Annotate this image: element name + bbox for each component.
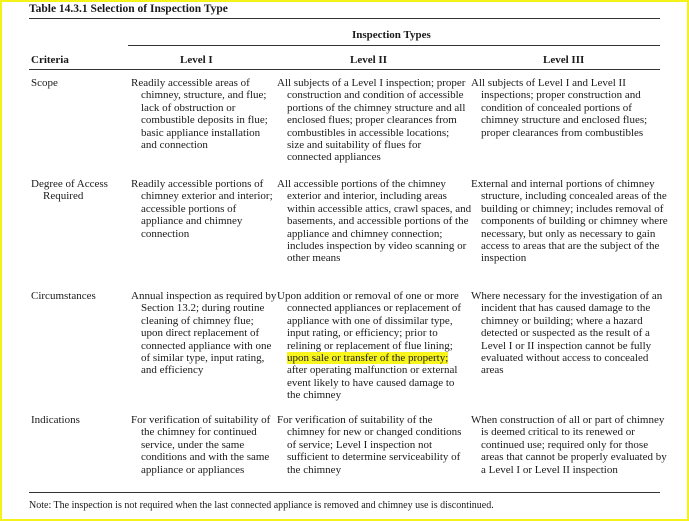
access-level-3: External and internal portions of chimney structure, including concealed areas of the building or chimney; includes removal of components of building or chimney where necessary, but only as necessary to gain access to areas that are the subject of the inspection	[471, 178, 668, 265]
inspection-types-header: Inspection Types	[352, 29, 431, 41]
highlighted-text: upon sale or transfer of the property;	[287, 352, 449, 365]
title-rule	[29, 18, 660, 19]
criteria-circumstances: Circumstances	[31, 290, 96, 302]
circumstances-level-1: Annual inspection as required by Section 13.2; during routine cleaning of chimney flue; upon direct replacement of connected appliance with one of similar type, input rating, and efficiency	[131, 290, 277, 377]
criteria-degree-of-access: Degree of Access Required	[31, 178, 108, 203]
criteria-header: Criteria	[31, 54, 69, 66]
criteria-indications: Indications	[31, 414, 80, 426]
circumstances-level-2-text-b: after operating malfunction or external event likely to have caused damage to the chimney	[287, 364, 458, 402]
indications-level-2: For verification of suitability of the chimney for new or changed conditions of service; Level I inspection not sufficient to determine serviceability of the chimney	[277, 414, 462, 476]
access-level-1: Readily accessible portions of chimney exterior and interior; accessible portions of appliance and chimney connection	[131, 178, 273, 240]
indications-level-3: When construction of all or part of chimney is deemed critical to its renewed or continued use; required only for those areas that cannot be properly evaluated by a Level I or Level II inspection	[471, 414, 667, 476]
circumstances-level-2	[277, 290, 469, 402]
scope-level-3: All subjects of Level I and Level II inspections; proper construction and condition of concealed portions of chimney structure and enclosed flues; proper clearances from combustibles	[471, 77, 648, 139]
level-1-header: Level I	[180, 54, 213, 66]
circumstances-level-3: Where necessary for the investigation of an incident that has caused damage to the chimney or building; where a hazard detected or suspected as the result of a Level I or II inspection cannot be fully evaluated without access to concealed areas	[471, 290, 663, 377]
group-header-rule	[128, 45, 660, 46]
header-rule	[29, 69, 660, 70]
level-2-header: Level II	[350, 54, 387, 66]
table-title: Table 14.3.1 Selection of Inspection Type	[29, 3, 228, 15]
bottom-rule	[29, 492, 660, 493]
table-note: Note: The inspection is not required when the last connected appliance is removed and chimney use is discontinued.	[29, 500, 494, 511]
circumstances-level-2-text-a: Upon addition or removal of one or more connected appliances or replacement of appliance with one of dissimilar type, input rating, or efficiency; prior to relining or replacement of flue lining;	[277, 290, 462, 352]
access-level-2: All accessible portions of the chimney exterior and interior, including areas within accessible attics, crawl spaces, and basements, and accessible portions of the appliance and chimney connection; includes inspection by video scanning or other means	[277, 178, 472, 265]
scope-level-2: All subjects of a Level I inspection; proper construction and condition of accessible portions of the chimney structure and all enclosed flues; proper clearances from combustibles in accessible locations; size and suitability of flues for connected appliances	[277, 77, 466, 164]
criteria-scope: Scope	[31, 77, 58, 89]
scope-level-1: Readily accessible areas of chimney, structure, and flue; lack of obstruction or combustible deposits in flue; basic appliance installation and connection	[131, 77, 268, 152]
level-3-header: Level III	[543, 54, 585, 66]
indications-level-1: For verification of suitability of the chimney for continued service, under the same conditions and with the same appliance or appliances	[131, 414, 271, 476]
